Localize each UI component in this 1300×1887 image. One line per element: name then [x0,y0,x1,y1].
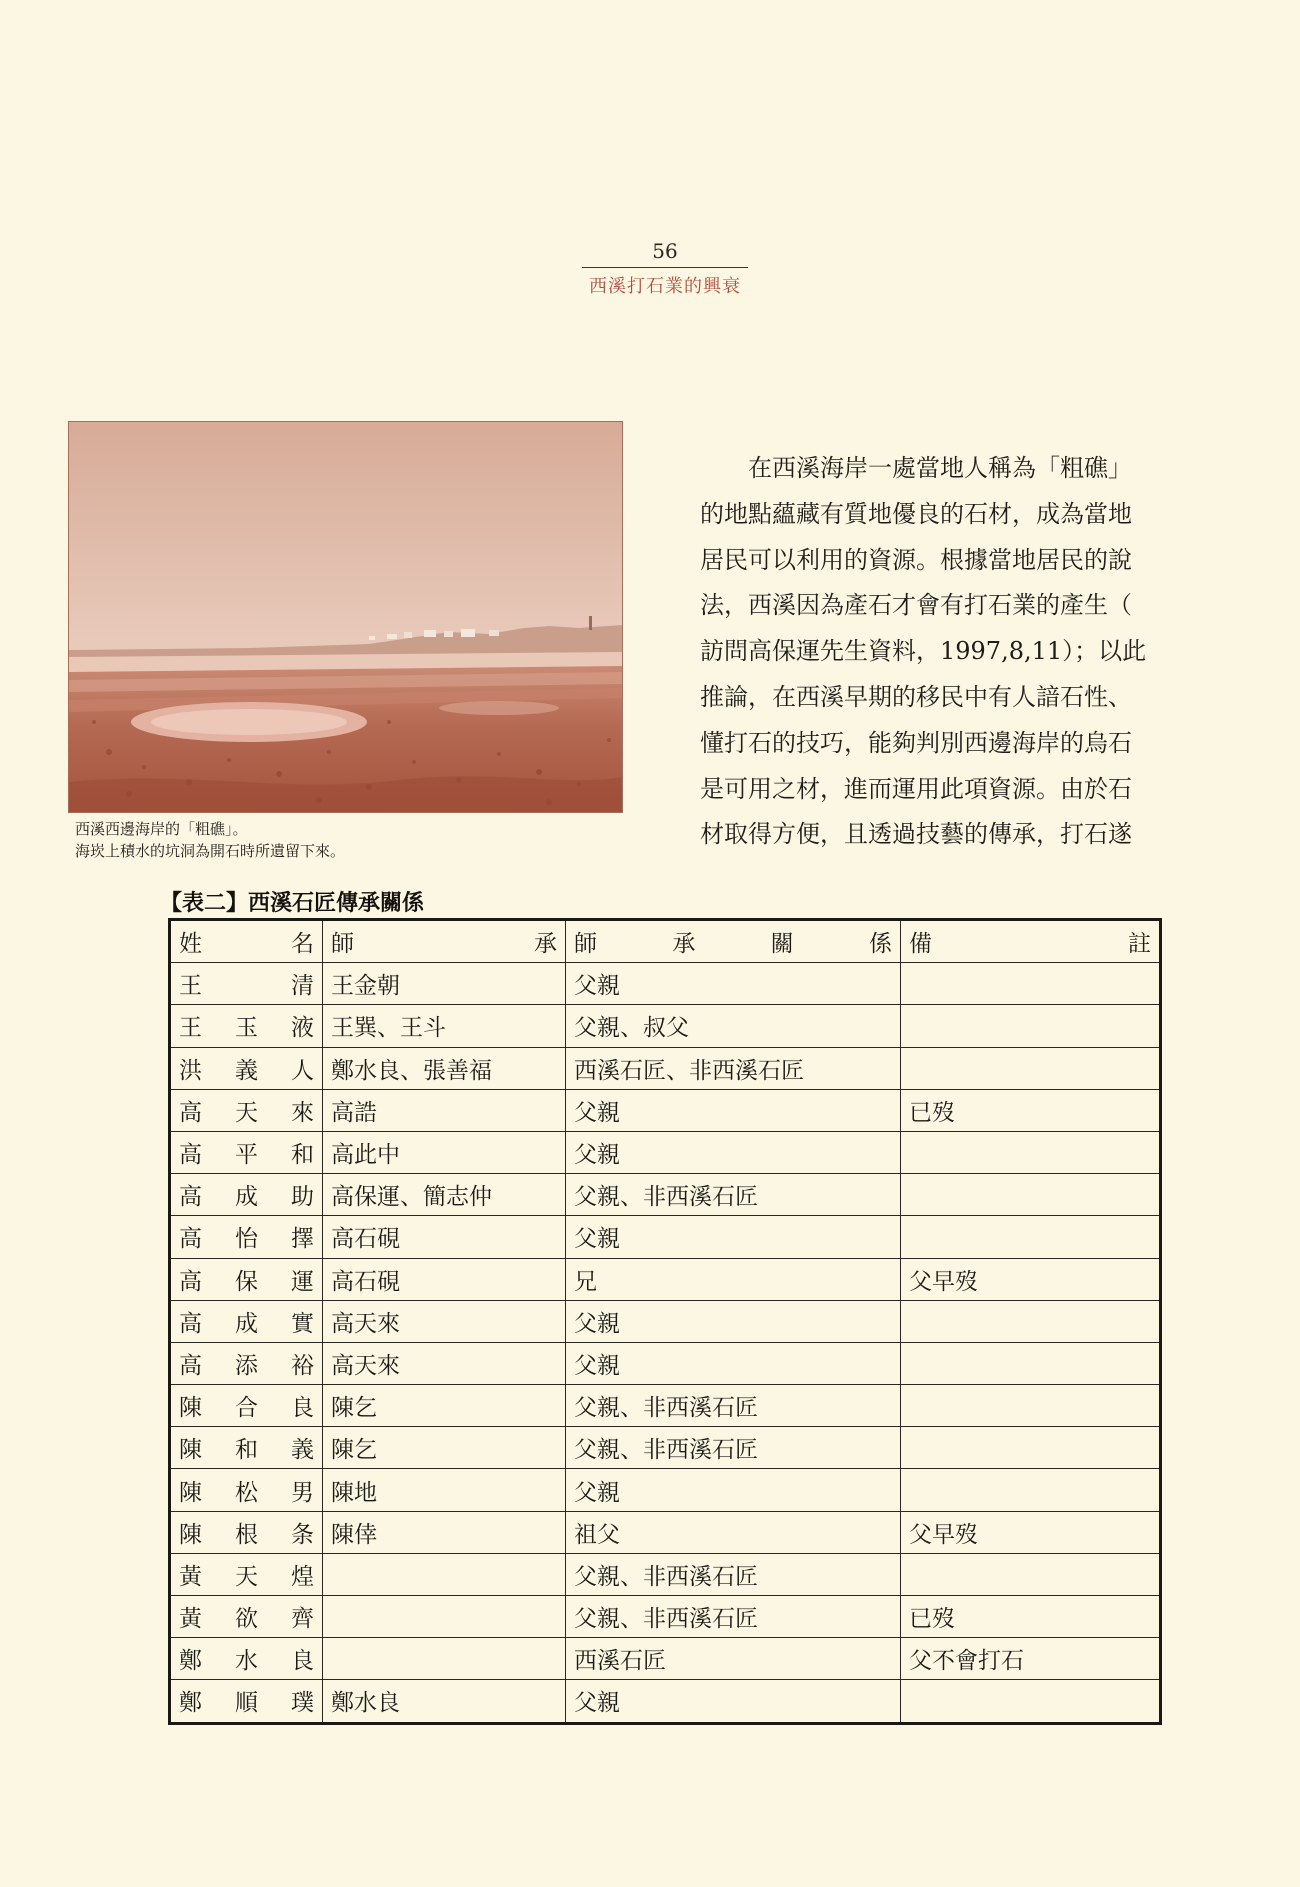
cell-name: 高添裕 [170,1342,323,1384]
cell-note [901,1342,1161,1384]
cell-note: 父不會打石 [901,1638,1161,1680]
cell-note [901,1174,1161,1216]
cell-relation: 父親 [566,1216,901,1258]
table-row [170,1131,1161,1173]
cell-note [901,1216,1161,1258]
table-row [170,1300,1161,1342]
cell-relation: 父親 [566,963,901,1005]
body-line: 法，西溪因為產石才會有打石業的產生（ [700,591,1132,620]
cell-name: 黃欲齊 [170,1596,323,1638]
cell-note [901,1553,1161,1595]
cell-master [323,1553,566,1595]
cell-master: 高石硯 [323,1258,566,1300]
cell-relation: 西溪石匠 [566,1638,901,1680]
body-paragraph [700,446,1152,858]
cell-name: 高天來 [170,1089,323,1131]
table-row [170,1047,1161,1089]
photo-caption [75,818,635,862]
table-row [170,1427,1161,1469]
cell-note [901,1680,1161,1723]
body-line: 是可用之材，進而運用此項資源。由於石 [700,774,1132,803]
cell-name: 高成助 [170,1174,323,1216]
cell-relation: 兄 [566,1258,901,1300]
cell-note [901,1131,1161,1173]
lineage-table [168,918,1162,1725]
cell-name: 陳合良 [170,1385,323,1427]
caption-line-1: 西溪西邊海岸的「粗礁」。 [75,820,248,838]
cell-master [323,1596,566,1638]
cell-note: 已歿 [901,1596,1161,1638]
body-line: 懂打石的技巧，能夠判別西邊海岸的烏石 [700,728,1132,757]
cell-note [901,1385,1161,1427]
cell-relation: 父親、非西溪石匠 [566,1385,901,1427]
cell-note [901,1005,1161,1047]
table-header-row [170,920,1161,963]
cell-note [901,1427,1161,1469]
cell-name: 王玉液 [170,1005,323,1047]
cell-name: 高保運 [170,1258,323,1300]
cell-note [901,1047,1161,1089]
photo-image [69,422,622,812]
cell-name: 陳根条 [170,1511,323,1553]
cell-name: 鄭水良 [170,1638,323,1680]
table-row [170,1553,1161,1595]
cell-relation: 父親、非西溪石匠 [566,1553,901,1595]
page-number: 56 [652,239,678,263]
header-relation: 師承關係 [566,920,901,963]
running-title: 西溪打石業的興衰 [589,276,741,297]
cell-master: 陳乞 [323,1427,566,1469]
cell-name: 高成實 [170,1300,323,1342]
cell-master: 陳地 [323,1469,566,1511]
cell-relation: 父親 [566,1342,901,1384]
cell-master: 高此中 [323,1131,566,1173]
cell-master: 高天來 [323,1300,566,1342]
cell-relation: 父親 [566,1300,901,1342]
header-note: 備註 [901,920,1161,963]
cell-name: 黃天煌 [170,1553,323,1595]
table-row [170,963,1161,1005]
cell-master [323,1638,566,1680]
cell-note: 已歿 [901,1089,1161,1131]
cell-master: 陳乞 [323,1385,566,1427]
page-header [582,238,748,298]
table-row [170,1680,1161,1723]
table-row [170,1174,1161,1216]
body-line: 訪問高保運先生資料，1997,8,11）；以此 [700,637,1147,666]
cell-name: 高怡擇 [170,1216,323,1258]
coastal-rock-photo [68,421,623,813]
table-title: 【表二】西溪石匠傳承關係 [160,891,425,916]
cell-note: 父早歿 [901,1258,1161,1300]
table-row [170,1089,1161,1131]
header-master: 師承 [323,920,566,963]
header-rule [582,267,748,268]
cell-master: 高誥 [323,1089,566,1131]
cell-relation: 父親、非西溪石匠 [566,1596,901,1638]
cell-master: 鄭水良、張善福 [323,1047,566,1089]
cell-note [901,1300,1161,1342]
table-row [170,1258,1161,1300]
table-row [170,1216,1161,1258]
cell-relation: 父親、叔父 [566,1005,901,1047]
cell-name: 鄭順璞 [170,1680,323,1723]
cell-master: 高天來 [323,1342,566,1384]
table-row [170,1342,1161,1384]
cell-master: 王金朝 [323,963,566,1005]
cell-name: 高平和 [170,1131,323,1173]
cell-relation: 父親 [566,1469,901,1511]
cell-relation: 父親、非西溪石匠 [566,1427,901,1469]
body-line: 材取得方便，且透過技藝的傳承，打石遂 [700,820,1132,849]
table-row [170,1596,1161,1638]
cell-master: 王巽、王斗 [323,1005,566,1047]
cell-relation: 父親 [566,1680,901,1723]
cell-master: 鄭水良 [323,1680,566,1723]
cell-relation: 父親 [566,1089,901,1131]
lineage-table-container [168,918,1159,1725]
table-row [170,1385,1161,1427]
body-line: 在西溪海岸一處當地人稱為「粗礁」 [748,454,1132,482]
table-row [170,1638,1161,1680]
header-name: 姓名 [170,920,323,963]
cell-name: 陳和義 [170,1427,323,1469]
cell-relation: 西溪石匠、非西溪石匠 [566,1047,901,1089]
cell-master: 陳倖 [323,1511,566,1553]
caption-line-2: 海崁上積水的坑洞為開石時所遺留下來。 [75,842,346,860]
cell-name: 洪義人 [170,1047,323,1089]
cell-note [901,963,1161,1005]
table-row [170,1005,1161,1047]
body-line: 居民可以利用的資源。根據當地居民的說 [700,545,1132,574]
table-row [170,1469,1161,1511]
cell-note [901,1469,1161,1511]
cell-master: 高保運、簡志仲 [323,1174,566,1216]
cell-master: 高石硯 [323,1216,566,1258]
cell-note: 父早歿 [901,1511,1161,1553]
cell-relation: 祖父 [566,1511,901,1553]
cell-name: 陳松男 [170,1469,323,1511]
cell-name: 王清 [170,963,323,1005]
table-row [170,1511,1161,1553]
body-line: 的地點蘊藏有質地優良的石材，成為當地 [700,499,1132,528]
cell-relation: 父親 [566,1131,901,1173]
body-line: 推論，在西溪早期的移民中有人諳石性、 [700,682,1132,711]
cell-relation: 父親、非西溪石匠 [566,1174,901,1216]
